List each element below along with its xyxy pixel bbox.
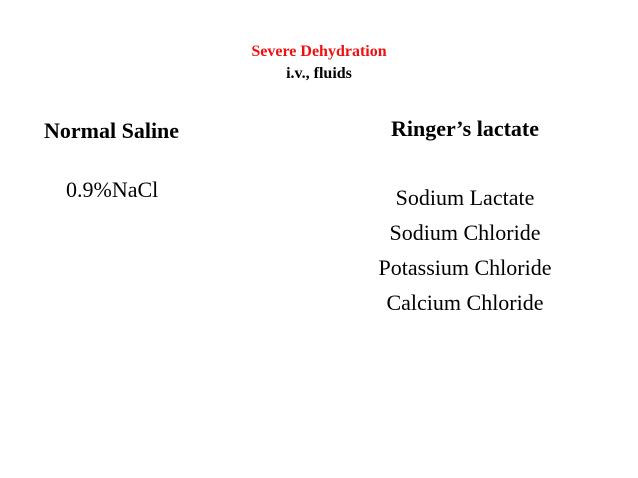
list-item: Potassium Chloride xyxy=(378,255,552,280)
ringers-lactate-column xyxy=(330,114,600,320)
slide-subtitle: i.v., fluids xyxy=(286,65,352,82)
list-item: Calcium Chloride xyxy=(386,290,544,315)
normal-saline-heading: Normal Saline xyxy=(44,118,180,143)
ringers-lactate-heading: Ringer’s lactate xyxy=(390,116,540,141)
list-item: Sodium Lactate xyxy=(395,185,535,210)
normal-saline-composition: 0.9%NaCl xyxy=(66,177,159,202)
slide-title: Severe Dehydration xyxy=(251,43,387,60)
list-item: Sodium Chloride xyxy=(389,220,541,245)
ringers-lactate-list xyxy=(330,180,600,320)
